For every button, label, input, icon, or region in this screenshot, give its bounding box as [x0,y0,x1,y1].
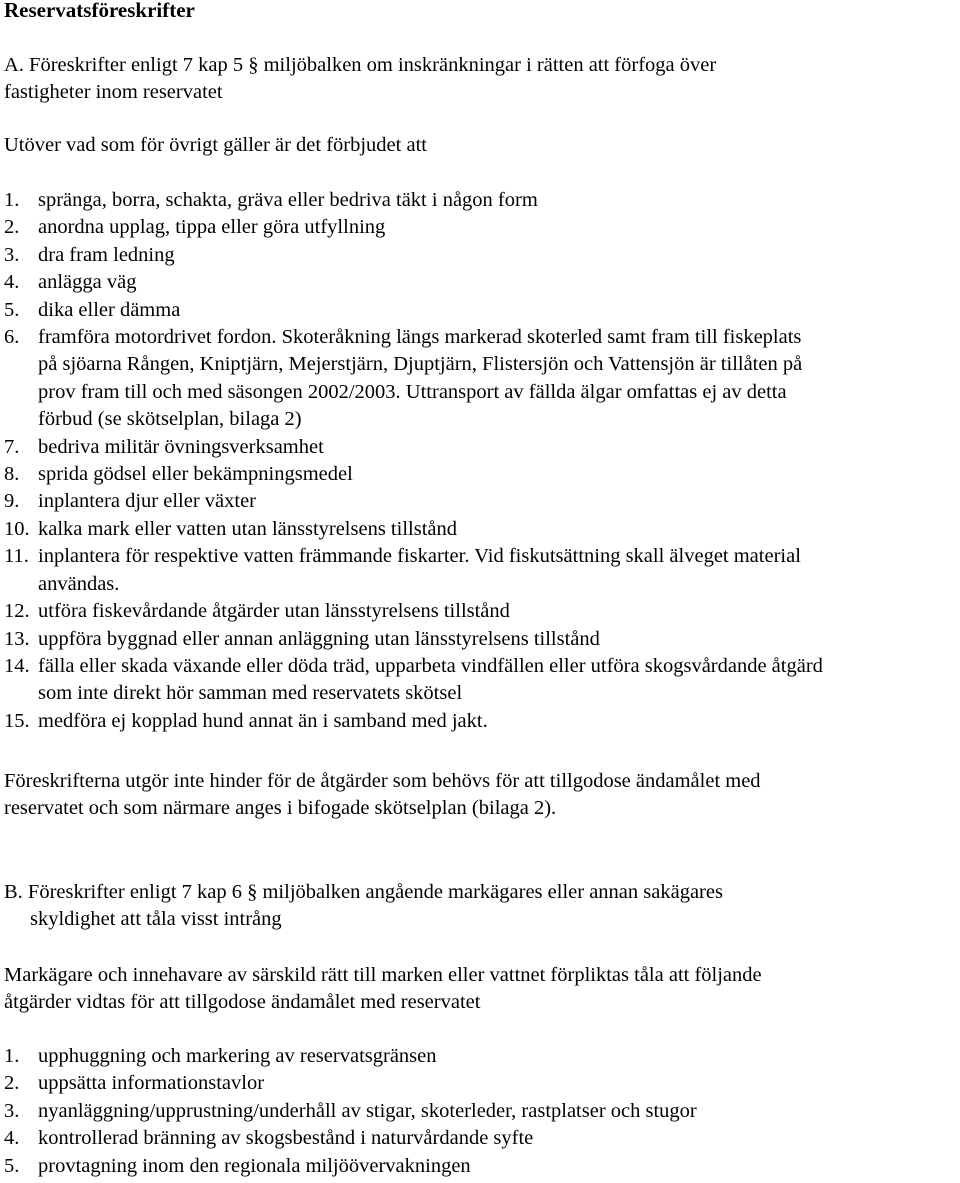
list-item [4,187,823,214]
list-item-line: som inte direkt hör samman med reservatets skötsel [38,682,463,705]
list-item-line: på sjöarna Rången, Kniptjärn, Mejerstjärn, Djuptjärn, Flistersjön och Vattensjön är tillåten på [38,353,803,376]
list-item-number: 3. [4,243,20,266]
list-item-text [38,1070,697,1097]
list-item-number: 6. [4,326,20,349]
list-item-line: inplantera för respektive vatten främmande fiskarter. Vid fiskutsättning skall älveget material [38,545,801,568]
list-item [4,242,823,269]
list-item-line: dra fram ledning [38,243,175,266]
section-a-intro: Utöver vad som för övrigt gäller är det förbjudet att [4,134,427,156]
list-item-number: 12. [4,600,30,623]
list-item-number: 4. [4,271,20,294]
section-a-closing-line: Föreskrifterna utgör inte hinder för de åtgärder som behövs för att tillgodose ändamålet med [4,770,761,792]
list-item-number: 11. [4,545,29,568]
list-item-text [38,242,823,269]
list-item-text [38,1125,697,1152]
list-item-line: provtagning inom den regionala miljöövervakningen [38,1154,471,1177]
list-item-line: sprida gödsel eller bekämpningsmedel [38,463,353,486]
list-item [4,626,823,653]
list-item-line: uppsätta informationstavlor [38,1072,265,1095]
list-item-text [38,598,823,625]
list-item [4,214,823,241]
list-item-text [38,1153,697,1180]
list-item-line: upphuggning och markering av reservatsgränsen [38,1045,437,1067]
list-item-text [38,434,823,461]
list-item-text [38,708,823,735]
list-item-text [38,488,823,515]
list-item-number: 2. [4,216,20,239]
list-item-number: 5. [4,298,20,321]
list-item-number: 1. [4,1045,20,1067]
list-item-text [38,214,823,241]
list-item [4,324,823,434]
list-item-line: användas. [38,572,120,595]
list-item-line: anordna upplag, tippa eller göra utfyllning [38,216,386,239]
list-item-number: 15. [4,709,30,732]
list-item-number: 8. [4,463,20,486]
list-item [4,1070,697,1097]
list-item-text [38,626,823,653]
section-b-intro-line: åtgärder vidtas för att tillgodose ändamålet med reservatet [4,991,481,1014]
list-item-number: 1. [4,189,20,211]
section-a-heading [4,52,716,107]
list-item-text [38,543,823,598]
list-item-text [38,516,823,543]
list-item-number: 14. [4,654,30,677]
list-item-line: dika eller dämma [38,298,181,321]
list-item [4,461,823,488]
list-item-line: kontrollerad bränning av skogsbestånd i naturvårdande syfte [38,1127,534,1150]
list-item [4,708,823,735]
section-b-heading [4,879,723,934]
list-item [4,488,823,515]
list-item-number: 4. [4,1127,20,1150]
list-item [4,598,823,625]
list-item [4,297,823,324]
list-item-number: 9. [4,490,20,513]
list-item [4,1043,697,1070]
list-item-line: nyanläggning/upprustning/underhåll av stigar, skoterleder, rastplatser och stugor [38,1099,697,1122]
list-item-line: förbud (se skötselplan, bilaga 2) [38,408,302,431]
list-item-text [38,653,823,708]
section-b-heading-line: skyldighet att tåla visst intrång [30,908,282,931]
list-item-text [38,297,823,324]
list-item [4,516,823,543]
list-item-text [38,1043,697,1070]
list-item-number: 5. [4,1154,20,1177]
section-a-heading-line: A. Föreskrifter enligt 7 kap 5 § miljöbalken om inskränkningar i rätten att förfoga över [4,54,717,76]
list-item-number: 3. [4,1099,20,1122]
section-b-intro [4,962,762,1017]
list-item-number: 2. [4,1072,20,1095]
list-item-number: 7. [4,435,20,458]
list-item [4,269,823,296]
list-item-line: spränga, borra, schakta, gräva eller bedriva täkt i någon form [38,189,538,211]
list-item-line: uppföra byggnad eller annan anläggning utan länsstyrelsens tillstånd [38,627,600,650]
list-item-text [38,461,823,488]
list-item-number: 10. [4,517,30,540]
list-item-line: bedriva militär övningsverksamhet [38,435,324,458]
list-item-line: fälla eller skada växande eller döda träd, upparbeta vindfällen eller utföra skogsvårdande åtgärd [38,654,823,677]
list-item-line: medföra ej kopplad hund annat än i samband med jakt. [38,709,488,732]
list-item-line: utföra fiskevårdande åtgärder utan länsstyrelsens tillstånd [38,600,510,623]
list-item [4,543,823,598]
section-b-heading-line: B. Föreskrifter enligt 7 kap 6 § miljöbalken angående markägares eller annan sakägares [4,881,723,903]
section-b-list [4,1043,697,1180]
list-item-text [38,269,823,296]
list-item [4,1153,697,1180]
list-item-number: 13. [4,627,30,650]
list-item-text [38,324,823,434]
section-a-heading-line: fastigheter inom reservatet [4,81,223,104]
section-b-intro-line: Markägare och innehavare av särskild rätt till marken eller vattnet förpliktas tåla att följande [4,964,762,986]
section-a-list [4,187,823,735]
section-a-closing-line: reservatet och som närmare anges i bifogade skötselplan (bilaga 2). [4,797,557,820]
list-item-text [38,1098,697,1125]
document-title: Reservatsföreskrifter [4,0,195,22]
list-item-line: prov fram till och med säsongen 2002/2003. Uttransport av fällda älgar omfattas ej av detta [38,380,787,403]
list-item [4,653,823,708]
list-item-line: framföra motordrivet fordon. Skoteråkning längs markerad skoterled samt fram till fiskeplats [38,326,802,349]
list-item-text [38,187,823,214]
list-item [4,1125,697,1152]
list-item-line: kalka mark eller vatten utan länsstyrelsens tillstånd [38,517,457,540]
section-a-closing [4,768,761,823]
list-item [4,1098,697,1125]
list-item [4,434,823,461]
list-item-line: inplantera djur eller växter [38,490,256,513]
list-item-line: anlägga väg [38,271,137,294]
